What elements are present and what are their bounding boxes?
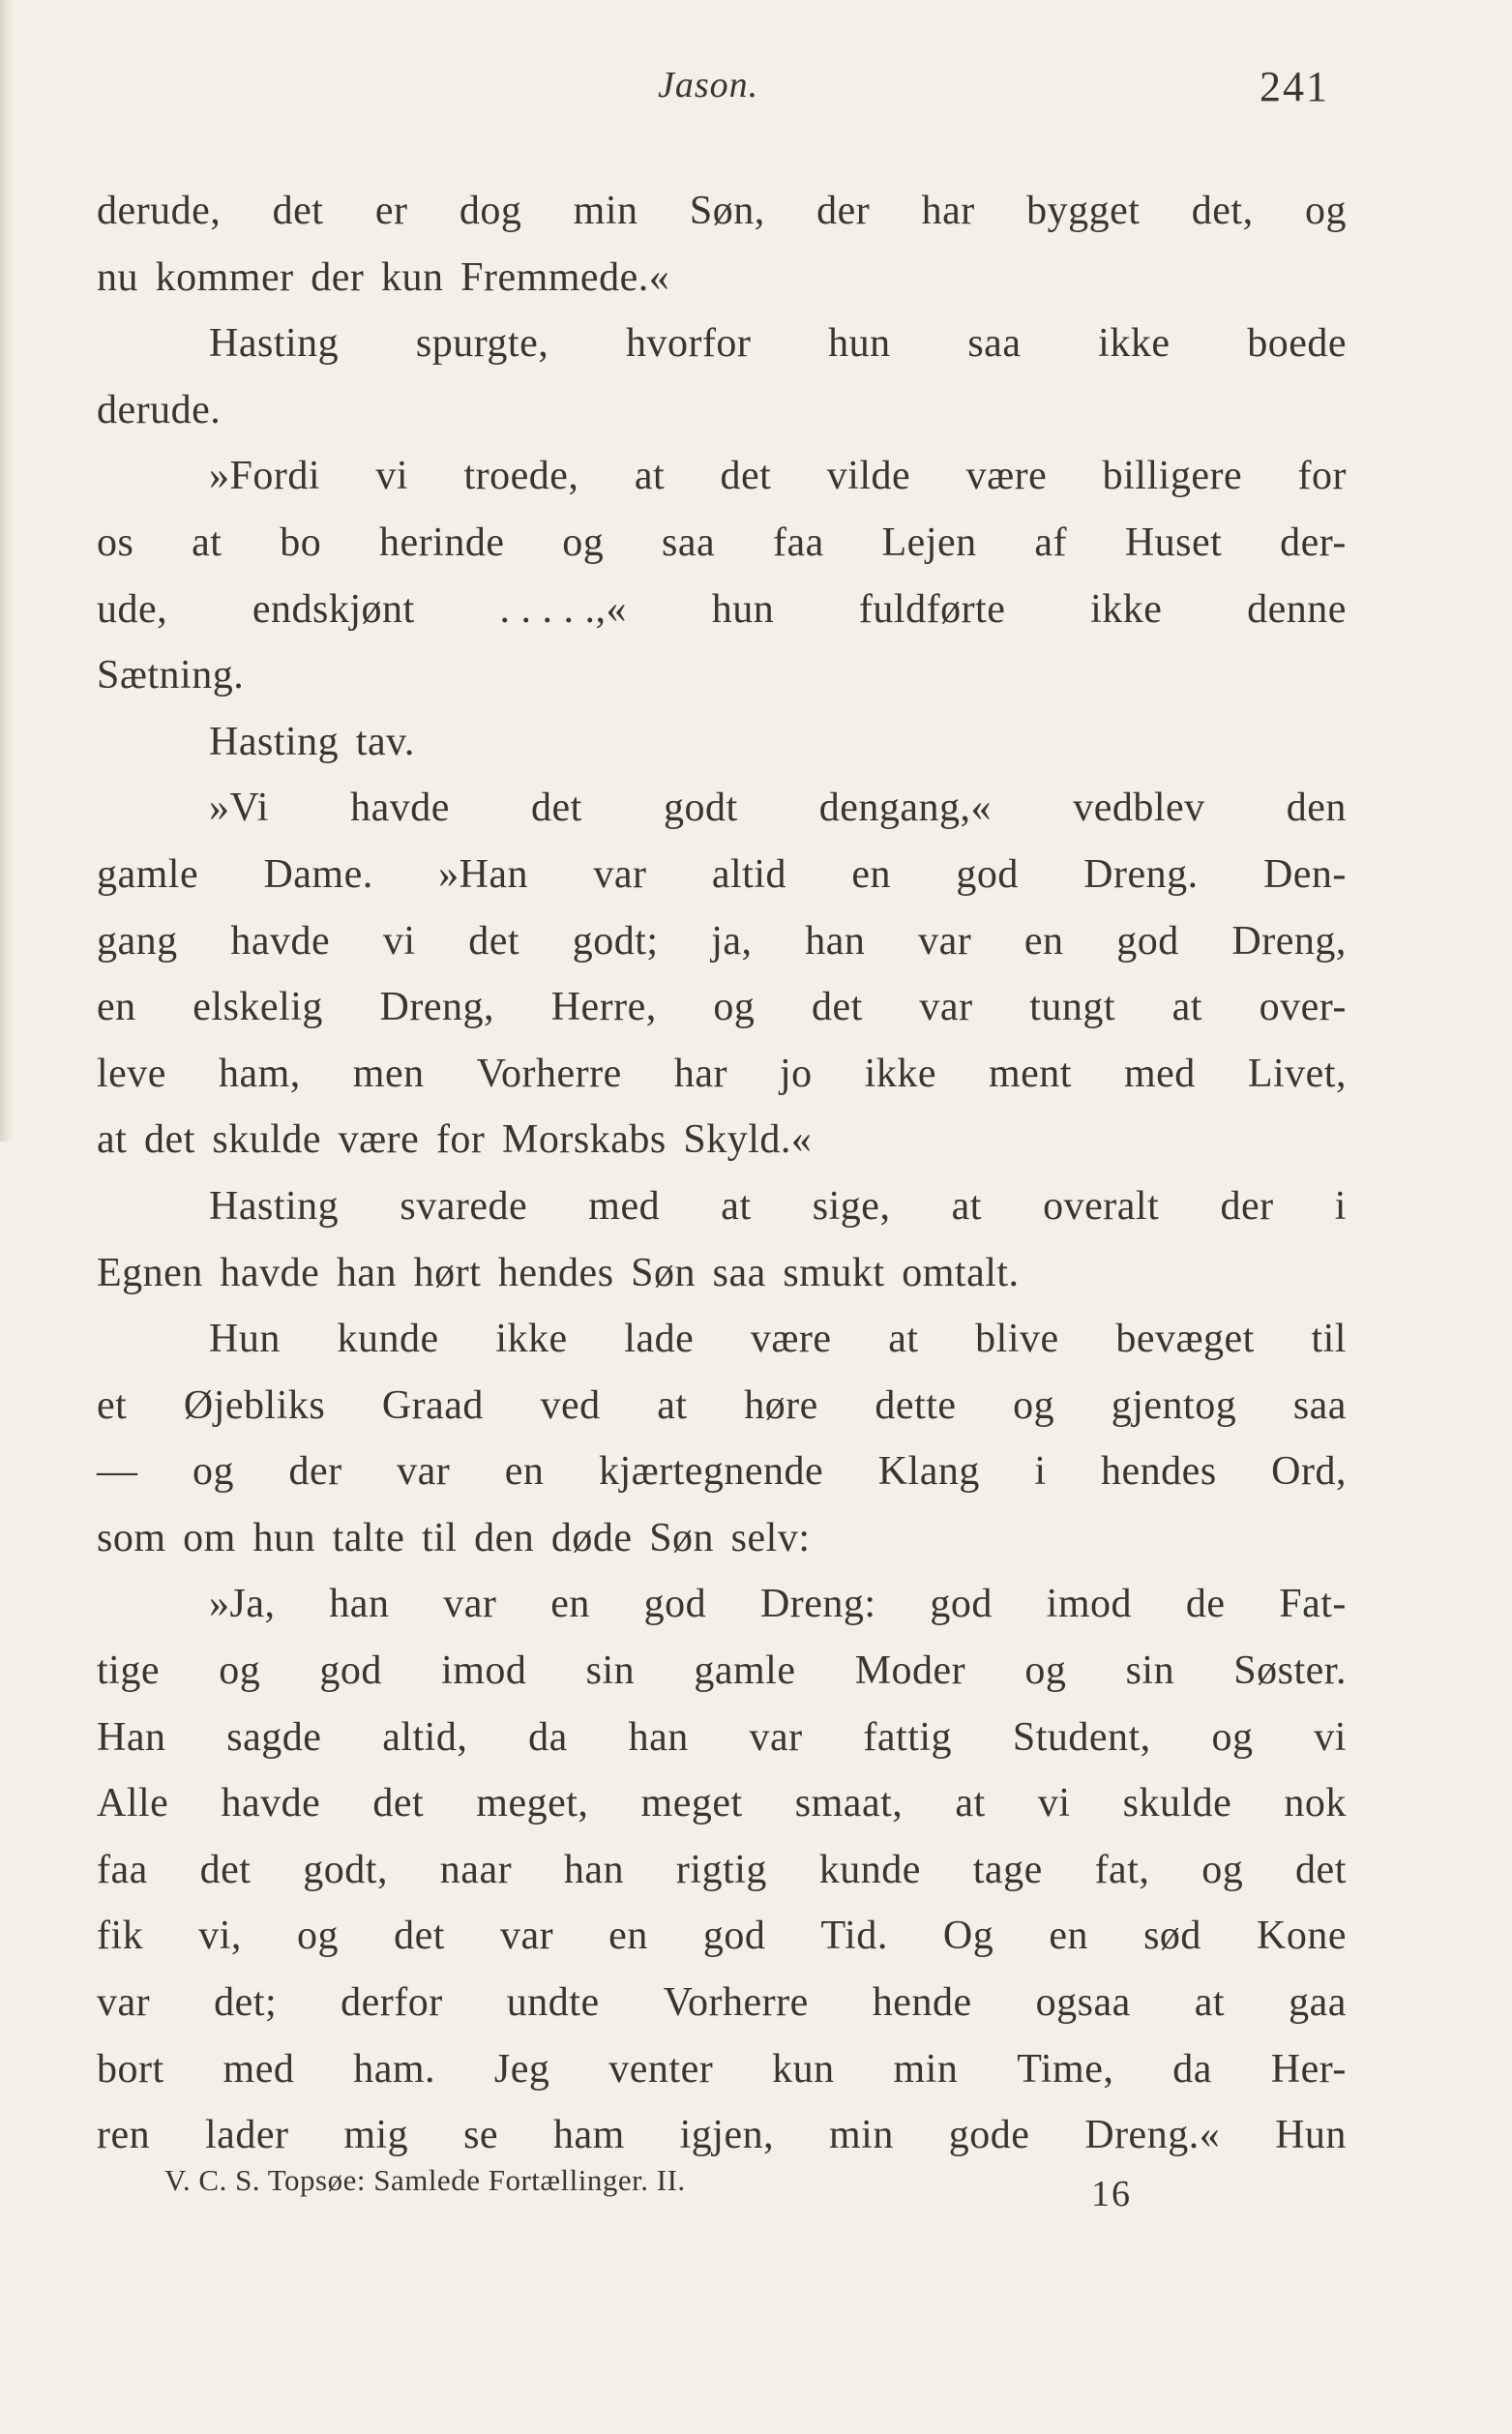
word: det <box>272 189 324 233</box>
word: Her- <box>1270 2046 1347 2092</box>
word: sagde <box>226 1714 322 1760</box>
word: . . . . .,« <box>499 586 627 632</box>
word: herinde <box>379 519 505 565</box>
word: meget <box>640 1781 743 1826</box>
word: tav. <box>355 719 415 764</box>
word: saa <box>662 519 716 565</box>
word: sin <box>1125 1648 1175 1694</box>
word: fat, <box>1094 1847 1150 1892</box>
word: god <box>930 1582 993 1627</box>
text-line <box>97 2102 1347 2169</box>
word: at <box>634 454 666 499</box>
word: ham. <box>353 2046 436 2092</box>
word: høre <box>744 1382 818 1428</box>
page-number: 241 <box>1260 63 1329 110</box>
word: havde <box>220 1250 320 1295</box>
word: Søster. <box>1233 1648 1347 1694</box>
word: og <box>1201 1847 1244 1892</box>
word: Dreng. <box>1083 851 1199 897</box>
word: godt; <box>572 918 659 964</box>
word: fuldførte <box>858 586 1006 632</box>
word: var <box>443 1582 497 1627</box>
word: at <box>888 1317 919 1362</box>
word: at <box>1194 1980 1226 2026</box>
word: han <box>563 1847 625 1892</box>
word: smaat, <box>794 1781 904 1826</box>
word: der <box>1220 1183 1274 1229</box>
word: sød <box>1143 1914 1201 1959</box>
word: med <box>1123 1051 1196 1096</box>
word: være <box>338 1117 420 1163</box>
text-line <box>97 642 1347 709</box>
word: vilde <box>826 454 911 499</box>
word: gode <box>948 2113 1030 2158</box>
word: en <box>851 851 891 897</box>
word: meget, <box>476 1781 589 1826</box>
word: til <box>421 1515 458 1560</box>
word: som <box>97 1515 166 1560</box>
word: min <box>893 2046 959 2092</box>
word: ved <box>540 1382 601 1428</box>
word: undte <box>506 1980 600 2026</box>
word: i <box>1334 1183 1347 1229</box>
word: omtalt. <box>902 1250 1020 1295</box>
word: mig <box>343 2113 409 2158</box>
word: gjentog <box>1111 1382 1237 1428</box>
word: min <box>828 2113 894 2158</box>
word: var <box>918 918 972 964</box>
word: Kone <box>1257 1914 1347 1959</box>
word: svarede <box>400 1183 528 1229</box>
word: hun <box>711 586 775 632</box>
text-line <box>97 1505 1347 1572</box>
text-line <box>97 842 1347 908</box>
word: Fat- <box>1279 1582 1347 1627</box>
word: vedblev <box>1073 786 1205 831</box>
word: igjen, <box>679 2113 775 2158</box>
word: vi <box>1314 1714 1347 1760</box>
word: da <box>1172 2046 1212 2092</box>
sheet-number: 16 <box>1091 2174 1132 2214</box>
word: og <box>1304 189 1347 233</box>
word: Dame. <box>263 851 373 897</box>
page-footer <box>164 2163 1190 2221</box>
word: Skyld.« <box>683 1117 813 1163</box>
word: jo <box>779 1051 813 1096</box>
text-line <box>97 775 1347 842</box>
word: bo <box>280 519 322 565</box>
word: god <box>1116 918 1179 964</box>
word: nok <box>1284 1781 1347 1826</box>
word: blive <box>975 1317 1059 1362</box>
text-line <box>97 1705 1347 1771</box>
word: troede, <box>463 454 579 499</box>
text-line <box>97 2036 1347 2103</box>
word: bevæget <box>1115 1317 1255 1362</box>
word: der <box>288 1449 342 1495</box>
word: med <box>222 2046 295 2092</box>
word: og <box>1211 1714 1254 1760</box>
word: ment <box>988 1051 1072 1096</box>
running-title: Jason. <box>658 65 759 105</box>
word: »Fordi <box>209 454 321 499</box>
text-line <box>97 974 1347 1041</box>
word: at <box>721 1183 752 1229</box>
word: lader <box>205 2113 289 2158</box>
word: god <box>319 1648 382 1694</box>
word: kun <box>772 2046 835 2092</box>
word: altid, <box>382 1714 468 1760</box>
word: Alle <box>97 1781 169 1826</box>
running-head <box>0 64 1512 132</box>
word: kjærtegnende <box>598 1449 824 1495</box>
text-line <box>97 1770 1347 1837</box>
text-line <box>97 1306 1347 1373</box>
word: ude, <box>97 586 168 632</box>
word: bort <box>97 2046 164 2092</box>
word: kunde <box>337 1317 439 1362</box>
word: selv: <box>730 1515 811 1560</box>
word: Søn <box>631 1250 697 1295</box>
word: og <box>296 1914 339 1959</box>
word: var <box>97 1980 151 2026</box>
word: at <box>1171 985 1202 1030</box>
text-line <box>97 1439 1347 1505</box>
word: Han <box>97 1714 166 1760</box>
word: han <box>628 1714 689 1760</box>
word: en <box>608 1914 648 1959</box>
word: være <box>750 1317 832 1362</box>
word: Dreng.« <box>1084 2113 1221 2158</box>
word: var <box>499 1914 554 1959</box>
word: at <box>97 1117 128 1163</box>
word: Fremmede.« <box>460 254 670 300</box>
word: de <box>1185 1582 1226 1627</box>
word: Klang <box>877 1449 980 1495</box>
text-line <box>97 1970 1347 2036</box>
word: ikke <box>1098 321 1171 367</box>
word: og <box>1024 1648 1067 1694</box>
word: Hasting <box>209 719 340 764</box>
word: Søn, <box>689 189 765 233</box>
word: imod <box>1046 1582 1133 1627</box>
word: rigtig <box>675 1847 767 1892</box>
word: Øjebliks <box>183 1382 326 1428</box>
word: han <box>329 1582 390 1627</box>
word: ikke <box>1090 586 1163 632</box>
word: os <box>97 519 134 565</box>
word: Livet, <box>1247 1051 1347 1096</box>
word: se <box>463 2113 499 2158</box>
word: ren <box>97 2113 151 2158</box>
word: havde <box>221 1781 321 1826</box>
word: det <box>720 454 772 499</box>
word: Ord, <box>1271 1449 1347 1495</box>
page-gutter-shadow <box>0 0 14 1142</box>
word: — <box>97 1449 138 1495</box>
word: Herre, <box>550 985 657 1030</box>
word: »Han <box>438 851 529 897</box>
text-line <box>97 377 1347 444</box>
word: hendes <box>497 1250 614 1295</box>
word: derude, <box>97 189 222 233</box>
word: tige <box>97 1648 160 1694</box>
word: men <box>352 1051 425 1096</box>
word: at <box>951 1183 982 1229</box>
word: Sætning. <box>97 653 245 698</box>
word: at <box>955 1781 986 1826</box>
word: for <box>1297 454 1347 499</box>
word: døde <box>550 1515 633 1560</box>
word: god <box>643 1582 707 1627</box>
word: og <box>562 519 605 565</box>
word: en <box>97 985 136 1030</box>
word: Moder <box>854 1648 966 1694</box>
word: kunde <box>818 1847 921 1892</box>
body-text <box>97 178 1347 2169</box>
word: det, <box>1191 189 1254 233</box>
word: der- <box>1280 519 1347 565</box>
word: det <box>531 786 582 831</box>
word: en <box>1023 918 1064 964</box>
word: faa <box>97 1847 148 1892</box>
word: og <box>1013 1382 1055 1428</box>
word: sige, <box>812 1183 891 1229</box>
word: Hasting <box>209 1183 340 1229</box>
word: tage <box>972 1847 1043 1892</box>
text-line <box>97 1571 1347 1638</box>
word: elskelig <box>193 985 323 1030</box>
word: billigere <box>1102 454 1243 499</box>
word: fik <box>97 1914 144 1959</box>
word: et <box>97 1382 128 1428</box>
word: det <box>811 985 863 1030</box>
word: Lejen <box>881 519 977 565</box>
word: »Vi <box>209 786 269 831</box>
word: en <box>504 1449 545 1495</box>
text-line <box>97 311 1347 377</box>
word: Graad <box>381 1382 484 1428</box>
word: venter <box>608 2046 714 2092</box>
word: i <box>1034 1449 1047 1495</box>
word: gaa <box>1289 1980 1347 2026</box>
word: Jeg <box>493 2046 550 2092</box>
word: derude. <box>97 387 222 432</box>
word: en <box>550 1582 590 1627</box>
word: hun <box>252 1515 315 1560</box>
word: gamle <box>97 851 199 897</box>
word: for <box>435 1117 486 1163</box>
word: saa <box>712 1250 766 1295</box>
word: Vorherre <box>476 1051 622 1096</box>
word: kun <box>380 254 444 300</box>
word: vi <box>1037 1781 1071 1826</box>
word: godt <box>663 786 738 831</box>
word: ogsaa <box>1035 1980 1131 2026</box>
word: var <box>919 985 973 1030</box>
word: Huset <box>1124 519 1223 565</box>
word: Og <box>942 1914 994 1959</box>
word: at <box>192 519 222 565</box>
word: fattig <box>863 1714 953 1760</box>
text-line <box>97 1837 1347 1904</box>
word: Hasting <box>209 321 340 367</box>
word: han <box>805 918 866 964</box>
word: det <box>1295 1847 1347 1892</box>
word: med <box>588 1183 661 1229</box>
word: det <box>468 918 519 964</box>
word: Tid. <box>820 1914 888 1959</box>
word: det <box>394 1914 445 1959</box>
text-line <box>97 1373 1347 1440</box>
word: talte <box>332 1515 405 1560</box>
word: af <box>1034 519 1068 565</box>
word: Time, <box>1017 2046 1114 2092</box>
text-line <box>97 178 1347 245</box>
word: smukt <box>783 1250 885 1295</box>
word: ikke <box>864 1051 936 1096</box>
word: god <box>956 851 1019 897</box>
word: lade <box>624 1317 695 1362</box>
word: den <box>1286 786 1347 831</box>
word: en <box>1049 1914 1088 1959</box>
word: dengang,« <box>818 786 993 831</box>
word: saa <box>1292 1382 1347 1428</box>
word: har <box>673 1051 727 1096</box>
word: skulde <box>212 1117 322 1163</box>
printer-signature: V. C. S. Topsøe: Samlede Fortællinger. II. <box>164 2163 686 2197</box>
word: der <box>816 189 871 233</box>
word: hun <box>828 321 891 367</box>
word: ikke <box>495 1317 568 1362</box>
word: var <box>397 1449 451 1495</box>
word: derfor <box>341 1980 443 2026</box>
word: »Ja, <box>209 1582 276 1627</box>
word: godt, <box>303 1847 388 1892</box>
word: ham, <box>218 1051 301 1096</box>
word: leve <box>97 1051 166 1096</box>
word: være <box>965 454 1048 499</box>
word: det; <box>214 1980 278 2026</box>
word: og <box>219 1648 261 1694</box>
word: den <box>474 1515 535 1560</box>
word: Søn <box>649 1515 715 1560</box>
word: dog <box>459 189 522 233</box>
text-line <box>97 709 1347 776</box>
word: altid <box>711 851 787 897</box>
text-line <box>97 1903 1347 1970</box>
word: er <box>374 189 408 233</box>
word: Hun <box>1275 2113 1347 2158</box>
text-line <box>97 443 1347 510</box>
word: Morskabs <box>502 1117 667 1163</box>
text-line <box>97 1041 1347 1108</box>
word: var <box>749 1714 803 1760</box>
word: havde <box>230 918 331 964</box>
word: Dreng, <box>1231 918 1347 964</box>
word: havde <box>350 786 450 831</box>
word: overalt <box>1043 1183 1160 1229</box>
word: nu <box>97 254 138 300</box>
word: god <box>702 1914 766 1959</box>
word: Egnen <box>97 1250 203 1295</box>
word: og <box>713 985 756 1030</box>
word: faa <box>772 519 824 565</box>
word: hende <box>872 1980 972 2026</box>
text-line <box>97 577 1347 643</box>
word: ja, <box>711 918 753 964</box>
word: gang <box>97 918 178 964</box>
word: han <box>336 1250 397 1295</box>
word: Hun <box>209 1317 281 1362</box>
word: imod <box>441 1648 527 1694</box>
word: at <box>657 1382 688 1428</box>
word: det <box>372 1781 425 1826</box>
word: bygget <box>1026 189 1141 233</box>
text-line <box>97 908 1347 975</box>
word: denne <box>1247 586 1347 632</box>
word: saa <box>967 321 1022 367</box>
word: Dreng: <box>759 1582 876 1627</box>
text-line <box>97 1173 1347 1240</box>
word: naar <box>439 1847 513 1892</box>
word: sin <box>585 1648 636 1694</box>
word: til <box>1311 1317 1347 1362</box>
word: var <box>593 851 647 897</box>
word: kommer <box>155 254 294 300</box>
word: Dreng, <box>379 985 495 1030</box>
word: dette <box>875 1382 957 1428</box>
word: der <box>311 254 365 300</box>
word: det <box>199 1847 252 1892</box>
word: Student, <box>1012 1714 1151 1760</box>
text-line <box>97 245 1347 312</box>
word: spurgte, <box>415 321 549 367</box>
text-line <box>97 1638 1347 1705</box>
word: vi <box>382 918 416 964</box>
text-line <box>97 510 1347 577</box>
word: over- <box>1259 985 1347 1030</box>
word: vi <box>375 454 409 499</box>
word: min <box>573 189 638 233</box>
word: Den- <box>1262 851 1347 897</box>
word: vi, <box>198 1914 242 1959</box>
word: tungt <box>1029 985 1116 1030</box>
word: skulde <box>1122 1781 1232 1826</box>
word: og <box>193 1449 234 1495</box>
text-line <box>97 1240 1347 1307</box>
word: boede <box>1247 321 1347 367</box>
text-line <box>97 1107 1347 1173</box>
word: hvorfor <box>625 321 752 367</box>
word: gamle <box>694 1648 796 1694</box>
word: har <box>921 189 975 233</box>
word: da <box>528 1714 568 1760</box>
word: endskjønt <box>252 586 415 632</box>
word: hørt <box>413 1250 482 1295</box>
word: Vorherre <box>663 1980 809 2026</box>
word: det <box>143 1117 195 1163</box>
word: hendes <box>1101 1449 1217 1495</box>
word: ham <box>552 2113 625 2158</box>
word: om <box>183 1515 236 1560</box>
